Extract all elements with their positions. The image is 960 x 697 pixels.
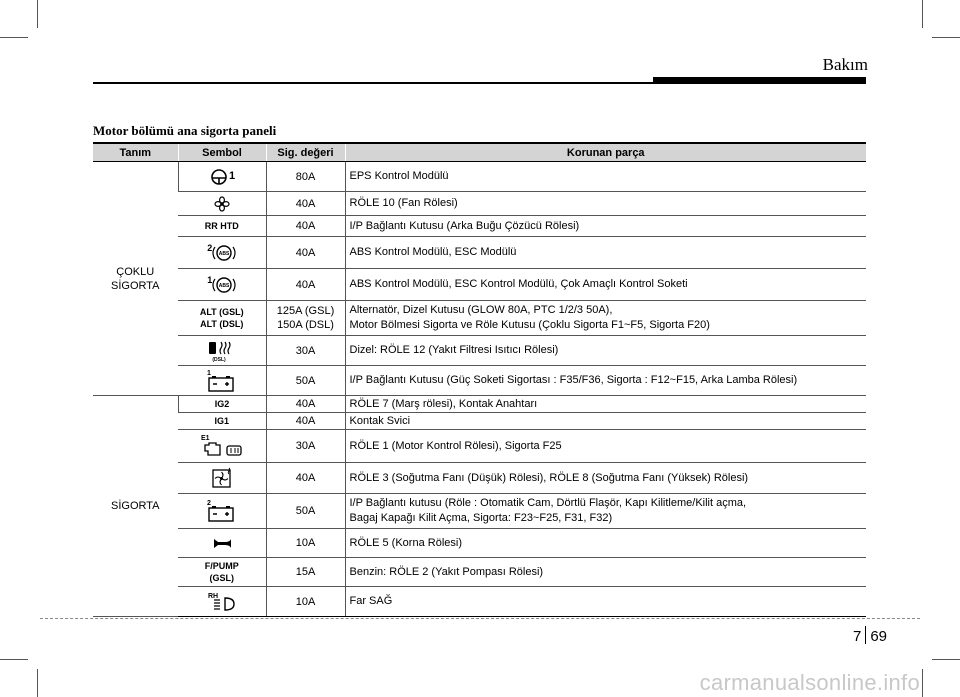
symbol-text: IG2 <box>214 399 230 409</box>
symbol-cell <box>178 192 266 216</box>
col-header-protected-part: Korunan parça <box>345 143 866 162</box>
page-number <box>853 626 887 645</box>
symbol-cell <box>178 430 266 463</box>
header-rule <box>93 82 653 84</box>
symbol-cell <box>178 336 266 366</box>
battery-index: 1 <box>206 369 211 377</box>
crop-mark <box>922 669 923 697</box>
crop-mark <box>932 37 960 38</box>
eps-steering-icon <box>209 168 229 186</box>
symbol-text: RR HTD <box>204 221 239 231</box>
crop-mark <box>932 659 960 660</box>
crop-mark <box>0 37 28 38</box>
fuel-filter-heater-icon <box>205 340 239 362</box>
table-row <box>93 430 866 463</box>
part-cell: I/P Bağlantı Kutusu (Arka Buğu Çözücü Rölesi) <box>345 216 866 237</box>
abs-icon <box>212 243 236 263</box>
part-cell: ABS Kontrol Modülü, ESC Modülü <box>345 237 866 269</box>
crop-mark <box>37 669 38 697</box>
symbol-text: F/PUMP <box>204 561 239 571</box>
part-cell: RÖLE 1 (Motor Kontrol Rölesi), Sigorta F25 <box>345 430 866 463</box>
watermark: carmanualsonline.info <box>699 670 920 695</box>
page-subtitle: Motor bölümü ana sigorta paneli <box>93 123 277 138</box>
group-cell-fuse <box>93 396 178 617</box>
symbol-cell <box>178 413 266 430</box>
part-cell: Far SAĞ <box>345 587 866 617</box>
symbol-cell <box>178 162 266 192</box>
horn-icon <box>211 536 233 550</box>
fuse-table <box>93 142 866 617</box>
symbol-index: 1 <box>207 274 213 285</box>
abs-icon <box>212 275 236 295</box>
rating-cell: 40A <box>266 269 345 301</box>
symbol-cell <box>178 366 266 396</box>
symbol-cell <box>178 216 266 237</box>
crop-mark <box>0 659 28 660</box>
table-header-row <box>93 143 866 162</box>
part-line: Alternatör, Dizel Kutusu (GLOW 80A, PTC 1/2/3 50A), <box>349 304 613 316</box>
symbol-index: 2 <box>207 242 213 253</box>
headlamp-side: RH <box>207 592 218 600</box>
cooling-fan-icon <box>210 467 234 489</box>
dsl-label: (DSL) <box>212 356 226 362</box>
group-name-line: SİGORTA <box>111 279 160 292</box>
rating-cell <box>266 301 345 336</box>
header-rule-bar <box>653 77 866 84</box>
symbol-cell <box>178 396 266 413</box>
rating-cell: 40A <box>266 216 345 237</box>
symbol-index: 1 <box>228 170 236 183</box>
table-row <box>93 494 866 529</box>
engine-index: E1 <box>200 435 210 442</box>
rating-cell: 10A <box>266 529 345 558</box>
rating-line: 150A (DSL) <box>277 319 334 331</box>
part-cell: Benzin: RÖLE 2 (Yakıt Pompası Rölesi) <box>345 558 866 587</box>
battery-icon <box>206 499 238 523</box>
symbol-text: ALT (DSL) <box>200 319 244 329</box>
rating-cell: 10A <box>266 587 345 617</box>
battery-index: 2 <box>206 500 211 507</box>
rating-cell: 40A <box>266 237 345 269</box>
symbol-cell <box>178 494 266 529</box>
rating-cell: 30A <box>266 336 345 366</box>
crop-mark <box>37 0 38 28</box>
rating-cell: 40A <box>266 413 345 430</box>
table-row <box>93 396 866 413</box>
symbol-text: IG1 <box>214 416 229 426</box>
rating-cell: 40A <box>266 396 345 413</box>
part-cell: Kontak Svici <box>345 413 866 430</box>
chapter-number: 7 <box>853 628 862 645</box>
table-row <box>93 269 866 301</box>
rating-cell: 40A <box>266 463 345 494</box>
page-number-value: 69 <box>870 628 888 645</box>
table-row <box>93 587 866 617</box>
engine-e1-icon <box>200 433 244 459</box>
footer-divider <box>40 618 920 619</box>
part-cell <box>345 301 866 336</box>
part-cell: Dizel: RÖLE 12 (Yakıt Filtresi Isıtıcı Rölesi) <box>345 336 866 366</box>
col-header-rating: Sig. değeri <box>266 143 345 162</box>
symbol-cell <box>178 529 266 558</box>
headlamp-icon <box>207 591 237 613</box>
table-row <box>93 237 866 269</box>
symbol-cell <box>178 301 266 336</box>
part-cell: EPS Kontrol Modülü <box>345 162 866 192</box>
table-row <box>93 162 866 192</box>
table-row <box>93 413 866 430</box>
part-cell: I/P Bağlantı Kutusu (Güç Soketi Sigortası : F35/F36, Sigorta : F12~F15, Arka Lamba Rölesi) <box>345 366 866 396</box>
group-name-line: ÇOKLU <box>116 265 155 278</box>
rating-cell: 80A <box>266 162 345 192</box>
part-cell: ABS Kontrol Modülü, ESC Kontrol Modülü, Çok Amaçlı Kontrol Soketi <box>345 269 866 301</box>
table-row <box>93 301 866 336</box>
table-row <box>93 366 866 396</box>
table-row <box>93 336 866 366</box>
part-line: Motor Bölmesi Sigorta ve Röle Kutusu (Çoklu Sigorta F1~F5, Sigorta F20) <box>349 319 710 331</box>
symbol-text: ALT (GSL) <box>199 307 244 317</box>
rating-cell: 50A <box>266 494 345 529</box>
part-cell: RÖLE 10 (Fan Rölesi) <box>345 192 866 216</box>
table-row <box>93 558 866 587</box>
fan-icon <box>214 196 230 212</box>
abs-label: ABS <box>218 282 230 289</box>
abs-label: ABS <box>218 250 230 257</box>
symbol-cell <box>178 237 266 269</box>
table-row <box>93 192 866 216</box>
symbol-cell <box>178 463 266 494</box>
rating-cell: 15A <box>266 558 345 587</box>
rating-cell: 30A <box>266 430 345 463</box>
table-row <box>93 529 866 558</box>
crop-mark <box>922 0 923 28</box>
part-line: Bagaj Kapağı Kilit Açma, Sigorta: F23~F25, F31, F32) <box>349 512 613 524</box>
battery-icon <box>206 369 238 393</box>
col-header-symbol: Sembol <box>178 143 266 162</box>
symbol-cell <box>178 269 266 301</box>
symbol-text: (GSL) <box>209 573 234 583</box>
table-row <box>93 463 866 494</box>
rating-cell: 50A <box>266 366 345 396</box>
part-cell <box>345 494 866 529</box>
table-row <box>93 216 866 237</box>
rating-cell: 40A <box>266 192 345 216</box>
group-name-line: SİGORTA <box>111 500 160 512</box>
group-cell-multi-fuse <box>93 162 178 396</box>
part-line: I/P Bağlantı kutusu (Röle : Otomatik Cam, Dörtlü Flaşör, Kapı Kilitleme/Kilit açma, <box>349 497 747 509</box>
symbol-cell <box>178 558 266 587</box>
page-number-separator <box>865 626 866 644</box>
rating-line: 125A (GSL) <box>276 305 335 317</box>
symbol-cell <box>178 587 266 617</box>
col-header-name: Tanım <box>93 143 178 162</box>
section-title: Bakım <box>822 55 868 74</box>
part-cell: RÖLE 3 (Soğutma Fanı (Düşük) Rölesi), RÖLE 8 (Soğutma Fanı (Yüksek) Rölesi) <box>345 463 866 494</box>
part-cell: RÖLE 5 (Korna Rölesi) <box>345 529 866 558</box>
part-cell: RÖLE 7 (Marş rölesi), Kontak Anahtarı <box>345 396 866 413</box>
